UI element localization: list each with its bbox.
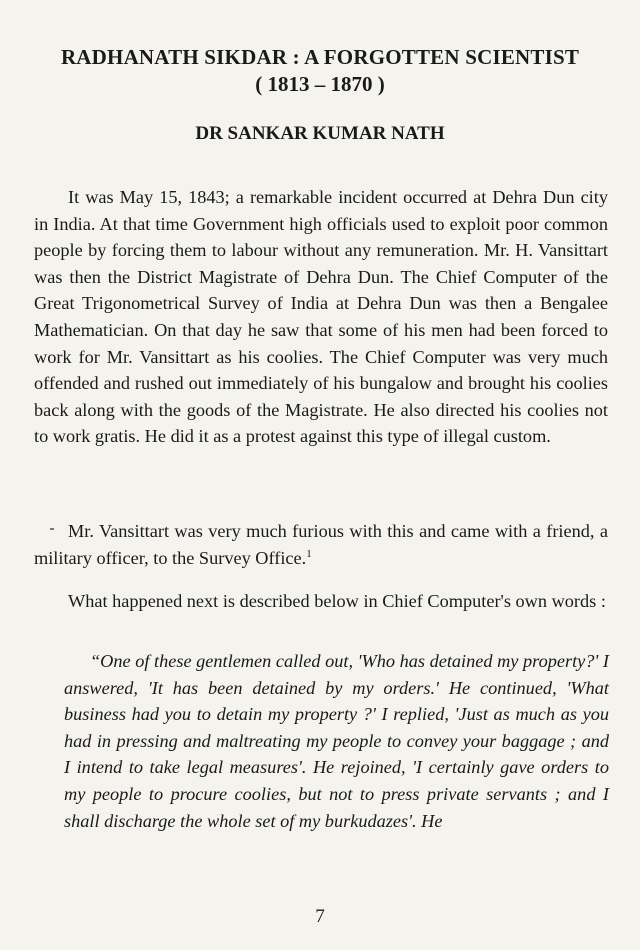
quote-text: “One of these gentlemen called out, 'Who has detained my property?' I answered, 'It has been detained by my orders.' He continued, 'What business had you to detain my property ?' I replied, 'Just as much as you had in pressing and maltreating my people to convey your baggage ; and I intend to take legal measures'. He rejoined, 'I certainly gave orders to my people to procure coolies, but not to press private servants ; and I shall discharge the whole set of my burkudazes'. He	[64, 651, 609, 831]
article-years: ( 1813 – 1870 )	[255, 72, 385, 96]
body-paragraph-3	[34, 588, 608, 615]
body-paragraph-1	[34, 184, 608, 450]
page-number: 7	[315, 906, 325, 927]
paragraph-text-with-footnote	[34, 518, 608, 571]
paragraph-text: Mr. Vansittart was very much furious with this and came with a friend, a military officer, to the Survey Office.	[34, 521, 608, 568]
article-author: DR SANKAR KUMAR NATH	[195, 123, 445, 144]
article-title: RADHANATH SIKDAR : A FORGOTTEN SCIENTIST	[60, 45, 580, 69]
footnote-marker: 1	[306, 547, 312, 560]
block-quote	[64, 648, 609, 834]
body-paragraph-2	[34, 518, 608, 571]
paragraph-text: It was May 15, 1843; a remarkable incident occurred at Dehra Dun city in India. At that time Government high officials used to exploit poor common people by forcing them to labour without any remuneration. Mr. H. Vansittart was then the District Magistrate of Dehra Dun. The Chief Computer of the Great Trigonometrical Survey of India at Dehra Dun was then a Bengalee Mathematician. On that day he saw that some of his men had been forced to work for Mr. Vansittart as his coolies. The Chief Computer was very much offended and rushed out immediately of his bungalow and brought his coolies back along with the goods of the Magistrate. He also directed his coolies not to work gratis. He did it as a protest against this type of illegal custom.	[34, 187, 608, 447]
paragraph-text: What happened next is described below in Chief Computer's own words :	[68, 591, 606, 611]
